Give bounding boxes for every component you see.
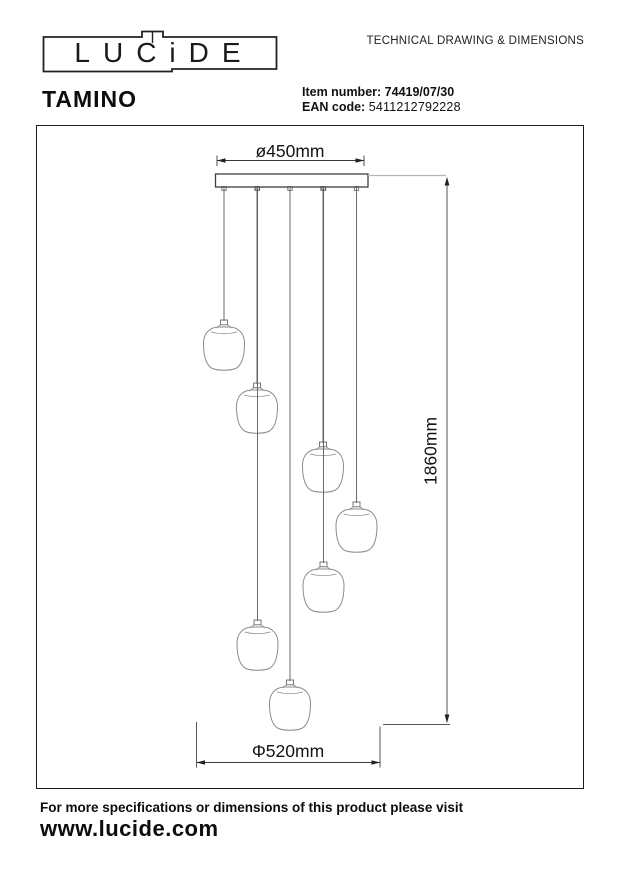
lamp-shoulder-line	[311, 574, 337, 576]
lamp-shoulder-line	[244, 395, 270, 397]
dim-height-label: 1860mm	[420, 416, 441, 486]
dimension-height	[368, 176, 450, 725]
lamp-neck	[250, 388, 265, 391]
pendant-fixture-group	[204, 187, 378, 731]
product-name: TAMINO	[42, 86, 138, 112]
lamp-shoulder-line	[211, 332, 237, 334]
dim-bottom-width-label: Φ520mm	[251, 741, 325, 761]
lamp-neck	[217, 325, 232, 328]
lamp-shoulder-line	[245, 632, 271, 634]
doc-title: TECHNICAL DRAWING & DIMENSIONS	[366, 35, 584, 47]
lamp-shoulder-line	[344, 514, 370, 516]
lamp-neck	[349, 507, 364, 510]
lamp-neck	[283, 685, 298, 688]
logo-letters: LUCiDE	[74, 37, 254, 68]
dimension-bottom-width	[197, 722, 381, 768]
lamp-shoulder-line	[277, 692, 303, 694]
ean-value: 5411212792228	[368, 100, 461, 114]
lamp-neck	[316, 567, 331, 570]
lamp-shoulder-line	[310, 454, 336, 456]
dim-top-width-label: ø450mm	[255, 141, 325, 161]
website-text: www.lucide.com	[40, 816, 219, 841]
dimension-top-width	[217, 141, 364, 166]
canopy	[216, 174, 369, 187]
footer-note: For more specifications or dimensions of this product please visit	[40, 800, 464, 815]
lamp-neck	[250, 625, 265, 628]
item-number-label: Item number:	[302, 85, 382, 99]
lamp-neck	[316, 447, 331, 450]
ean-label: EAN code:	[302, 100, 366, 114]
item-number-value: 74419/07/30	[384, 85, 455, 99]
